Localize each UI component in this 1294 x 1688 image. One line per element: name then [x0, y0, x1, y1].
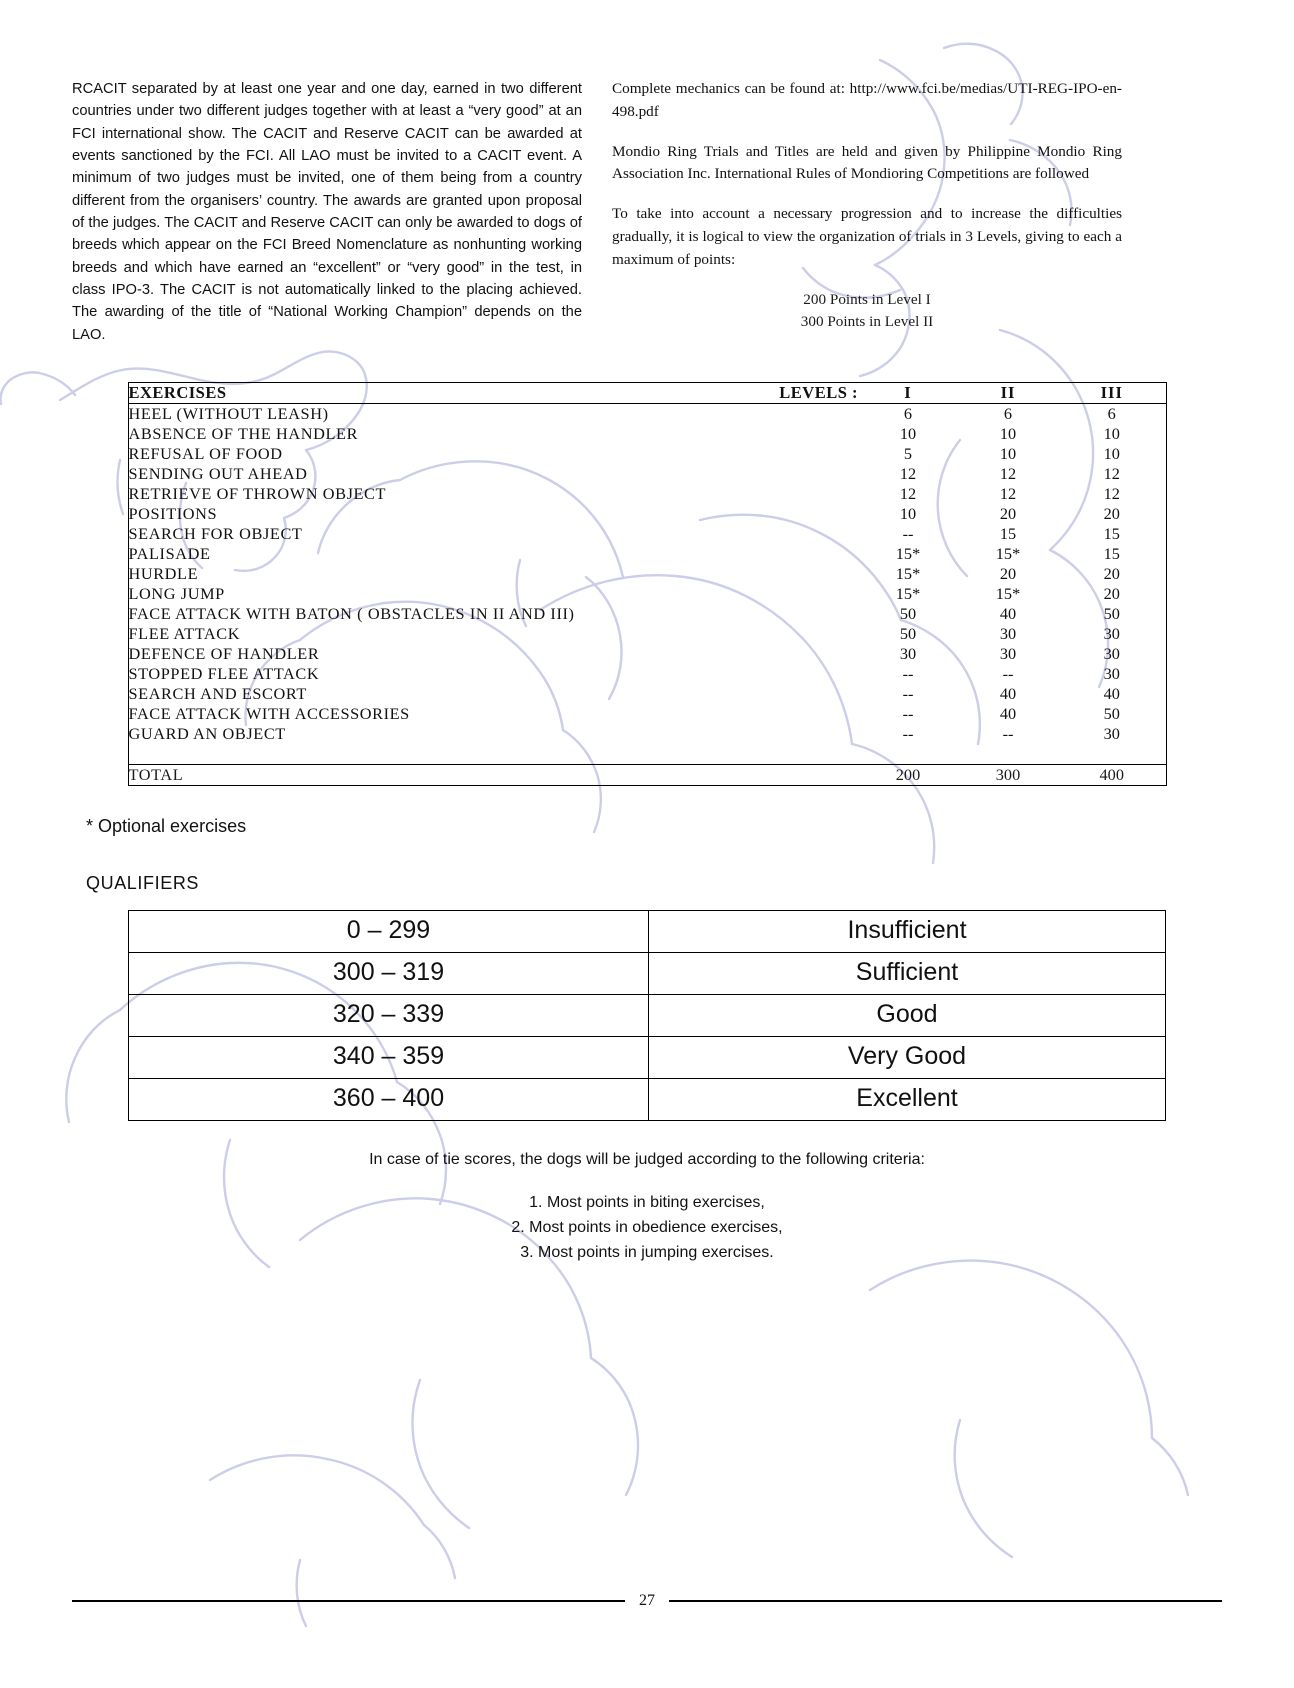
table-total-row — [128, 765, 1166, 786]
total-label: TOTAL — [128, 765, 184, 785]
exercise-level-2: 10 — [999, 444, 1017, 464]
qualifiers-table — [128, 910, 1166, 1121]
tie-criteria-1: 1. Most points in biting exercises, — [529, 1194, 765, 1212]
exercise-name: PALISADE — [128, 544, 211, 564]
exercise-level-1: 12 — [899, 484, 917, 504]
exercise-name: FLEE ATTACK — [128, 624, 241, 644]
exercise-level-1: -- — [902, 684, 914, 704]
exercise-level-1: -- — [902, 524, 914, 544]
total-level-2: 300 — [995, 765, 1021, 785]
exercise-level-2: 6 — [1003, 404, 1013, 424]
intro-left-paragraph: RCACIT separated by at least one year and one day, earned in two different countries under two different judges together with at least a “very good” at an FCI international show. The CACIT and Reserve CACIT can be awarded at events sanctioned by the FCI. All LAO must be invited to a CACIT event. A minimum of two judges must be invited, one of them being from a country different from the organisers’ country. The awards are granted upon proposal of the judges. The CACIT and Reserve CACIT can only be awarded to dogs of breeds which appear on the FCI Breed Nomenclature as nonhunting working breeds and which have earned an “excellent” or “very good” in the test, in class IPO-3. The CACIT is not automatically linked to the placing achieved. The awarding of the title of “National Working Champion” depends on the LAO. — [72, 81, 582, 343]
intro-right-paragraph-1: Complete mechanics can be found at: http://www.fci.be/medias/UTI-REG-IPO-en-498.pdf — [612, 80, 1122, 120]
exercise-level-2: 40 — [999, 684, 1017, 704]
exercise-level-1: 12 — [899, 464, 917, 484]
exercise-level-3: 15 — [1103, 524, 1120, 544]
intro-right-paragraph-3: To take into account a necessary progression and to increase the difficulties gradually, it is logical to view the organization of trials in 3 Levels, giving to each a maximum of points: — [612, 205, 1122, 268]
qualifier-range: 320 – 339 — [129, 995, 649, 1037]
qualifier-range: 360 – 400 — [129, 1079, 649, 1121]
qualifier-label: Insufficient — [649, 911, 1166, 953]
exercise-name: DEFENCE OF HANDLER — [128, 644, 320, 664]
table-row — [128, 544, 1166, 564]
table-row — [128, 624, 1166, 644]
qualifiers-heading: QUALIFIERS — [86, 873, 200, 894]
footer-rule-right — [669, 1600, 1222, 1601]
table-row — [128, 404, 1166, 425]
table-row — [128, 504, 1166, 524]
exercise-level-1: 50 — [899, 604, 917, 624]
exercise-level-3: 20 — [1103, 584, 1120, 604]
exercise-level-3: 30 — [1103, 624, 1120, 644]
qualifier-range: 300 – 319 — [129, 953, 649, 995]
exercise-level-2: 40 — [999, 604, 1017, 624]
exercise-level-2: -- — [1002, 664, 1014, 684]
table-row — [129, 1037, 1166, 1079]
table-row — [128, 424, 1166, 444]
column-header-exercises: EXERCISES — [128, 383, 227, 403]
exercise-level-1: -- — [902, 664, 914, 684]
exercise-name: ABSENCE OF THE HANDLER — [128, 424, 359, 444]
table-row — [128, 464, 1166, 484]
exercise-level-2: 20 — [999, 504, 1017, 524]
qualifier-range: 0 – 299 — [129, 911, 649, 953]
intro-columns — [72, 78, 1222, 346]
exercise-level-3: 20 — [1103, 504, 1120, 524]
tie-criteria-2: 2. Most points in obedience exercises, — [511, 1218, 783, 1236]
exercise-level-3: 50 — [1103, 604, 1120, 624]
exercises-table — [128, 382, 1167, 786]
table-row — [128, 724, 1166, 744]
table-row — [128, 604, 1166, 624]
exercise-name: SEARCH FOR OBJECT — [128, 524, 303, 544]
exercise-level-1: 30 — [899, 644, 917, 664]
qualifier-label: Very Good — [649, 1037, 1166, 1079]
table-row — [128, 444, 1166, 464]
table-row — [128, 684, 1166, 704]
table-row — [128, 524, 1166, 544]
exercise-level-2: 15* — [995, 584, 1021, 604]
total-level-1: 200 — [895, 765, 921, 785]
exercise-name: HEEL (WITHOUT LEASH) — [128, 404, 329, 424]
exercise-level-3: 12 — [1103, 484, 1120, 504]
column-header-level-2: II — [1000, 383, 1016, 403]
exercise-level-2: 30 — [999, 624, 1017, 644]
qualifier-range: 340 – 359 — [129, 1037, 649, 1079]
column-header-level-3: III — [1100, 383, 1123, 403]
tie-criteria-3: 3. Most points in jumping exercises. — [520, 1243, 774, 1261]
exercise-level-1: 50 — [899, 624, 917, 644]
exercises-table-head — [128, 383, 1166, 404]
exercise-level-3: 6 — [1107, 404, 1116, 424]
exercises-table-wrapper — [72, 382, 1222, 786]
table-row — [129, 953, 1166, 995]
intro-right-column — [612, 78, 1122, 334]
exercise-name: RETRIEVE OF THROWN OBJECT — [128, 484, 387, 504]
tie-intro-text: In case of tie scores, the dogs will be judged according to the following criteria: — [369, 1151, 925, 1169]
exercise-name: FACE ATTACK WITH BATON ( OBSTACLES IN II AND III) — [128, 604, 575, 624]
points-level-1: 200 Points in Level I — [803, 290, 931, 308]
exercise-level-2: 20 — [999, 564, 1017, 584]
exercise-level-2: -- — [1002, 724, 1014, 744]
exercise-name: HURDLE — [128, 564, 199, 584]
table-row — [129, 995, 1166, 1037]
exercise-level-2: 12 — [999, 464, 1017, 484]
table-row — [128, 564, 1166, 584]
exercise-level-2: 30 — [999, 644, 1017, 664]
exercise-level-1: 5 — [903, 444, 913, 464]
exercise-level-3: 30 — [1103, 724, 1120, 744]
exercise-level-2: 40 — [999, 704, 1017, 724]
exercise-level-1: 10 — [899, 424, 917, 444]
footer-rule-left — [72, 1600, 625, 1601]
exercise-level-3: 15 — [1103, 544, 1120, 564]
table-row — [129, 1079, 1166, 1121]
exercise-name: SENDING OUT AHEAD — [128, 464, 308, 484]
table-header-row — [128, 383, 1166, 404]
intro-left-column — [72, 78, 582, 346]
qualifier-label: Excellent — [649, 1079, 1166, 1121]
column-header-levels: LEVELS : — [779, 383, 858, 403]
exercises-table-body — [128, 404, 1166, 786]
levels-points-block — [612, 289, 1122, 335]
exercise-level-3: 10 — [1103, 444, 1120, 464]
qualifier-label: Good — [649, 995, 1166, 1037]
exercise-level-2: 15 — [999, 524, 1017, 544]
exercise-name: STOPPED FLEE ATTACK — [128, 664, 320, 684]
exercise-name: FACE ATTACK WITH ACCESSORIES — [128, 704, 410, 724]
table-row — [128, 484, 1166, 504]
exercise-level-1: 15* — [895, 564, 921, 584]
exercise-level-2: 12 — [999, 484, 1017, 504]
page-footer — [72, 1592, 1222, 1610]
table-row — [128, 644, 1166, 664]
exercise-level-1: 6 — [903, 404, 913, 424]
exercise-level-1: 10 — [899, 504, 917, 524]
exercise-level-3: 50 — [1103, 704, 1120, 724]
exercise-level-2: 10 — [999, 424, 1017, 444]
exercise-level-3: 40 — [1103, 684, 1120, 704]
table-row — [128, 584, 1166, 604]
exercise-name: GUARD AN OBJECT — [128, 724, 286, 744]
exercise-level-3: 30 — [1103, 644, 1120, 664]
exercise-level-1: -- — [902, 724, 914, 744]
exercise-level-3: 20 — [1103, 564, 1120, 584]
exercise-level-1: -- — [902, 704, 914, 724]
points-level-2: 300 Points in Level II — [800, 313, 934, 331]
exercise-name: LONG JUMP — [128, 584, 225, 604]
table-row — [128, 664, 1166, 684]
page-number: 27 — [639, 1592, 655, 1609]
exercise-name: POSITIONS — [128, 504, 218, 524]
exercise-level-1: 15* — [895, 584, 921, 604]
exercise-level-2: 15* — [995, 544, 1021, 564]
exercise-level-3: 10 — [1103, 424, 1120, 444]
qualifier-label: Sufficient — [649, 953, 1166, 995]
exercise-level-3: 12 — [1103, 464, 1120, 484]
table-spacer-row — [128, 744, 1166, 765]
optional-exercises-note: * Optional exercises — [86, 816, 247, 837]
exercise-name: SEARCH AND ESCORT — [128, 684, 307, 704]
exercise-level-1: 15* — [895, 544, 921, 564]
total-level-3: 400 — [1099, 765, 1124, 785]
tie-criteria-list — [72, 1191, 1222, 1265]
table-row — [128, 704, 1166, 724]
exercise-level-3: 30 — [1103, 664, 1120, 684]
exercise-name: REFUSAL OF FOOD — [128, 444, 283, 464]
intro-right-paragraph-2: Mondio Ring Trials and Titles are held and given by Philippine Mondio Ring Association Inc. International Rules of Mondioring Competitions are followed — [612, 142, 1122, 183]
table-row — [129, 911, 1166, 953]
column-header-level-1: I — [904, 383, 912, 403]
